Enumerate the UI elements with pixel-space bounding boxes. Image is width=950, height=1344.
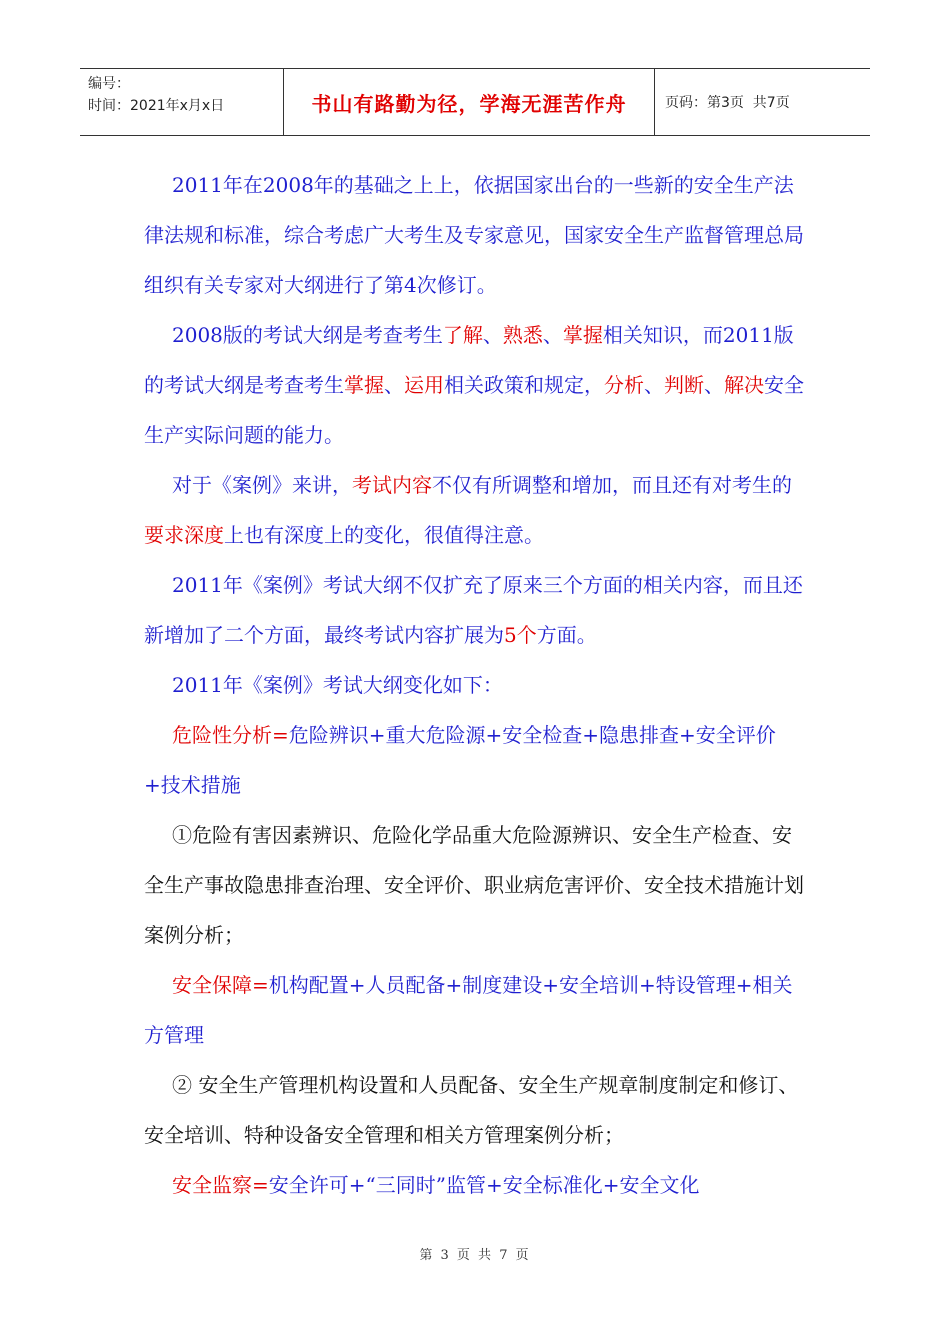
time-label: 时间：2021年x月x日 <box>88 98 225 114</box>
text-run: 危险辨识+重大危险源+安全检查+隐患排查+安全评价+技术措施 <box>144 723 776 797</box>
text-run: 、 <box>644 373 664 397</box>
paragraph-10 <box>144 1160 810 1210</box>
paragraph-6 <box>144 710 810 810</box>
text-run: 相关政策和规定， <box>444 373 604 397</box>
text-run: 方面。 <box>536 623 597 647</box>
text-run: 、 <box>704 373 724 397</box>
section-title: 安全监察= <box>172 1173 269 1197</box>
highlight-run: 5个 <box>504 623 537 647</box>
highlight-run: 掌握 <box>562 323 603 347</box>
text-run: 相关知识，而2011版的考试大纲是考查考生 <box>144 323 794 397</box>
highlight-run: 考试内容 <box>352 473 432 497</box>
highlight-run: 要求深度 <box>144 523 224 547</box>
highlight-run: 掌握 <box>344 373 384 397</box>
header-page-info: 页码：第3页 共7页 <box>665 95 790 111</box>
text-run: 安全许可+“三同时”监管+安全标准化+安全文化 <box>268 1173 700 1197</box>
paragraph-4 <box>144 560 810 660</box>
paragraph-7: ①危险有害因素辨识、危险化学品重大危险源辨识、安全生产检查、安全生产事故隐患排查治理、安全评价、职业病危害评价、安全技术措施计划案例分析； <box>144 823 804 947</box>
text-run: 上也有深度上的变化，很值得注意。 <box>224 523 544 547</box>
text-run: 安全生产实际问题的能力。 <box>144 373 804 447</box>
paragraph-9: ② 安全生产管理机构设置和人员配备、安全生产规章制度制定和修订、安全培训、特种设备安全管理和相关方管理案例分析； <box>144 1073 799 1147</box>
highlight-run: 熟悉 <box>502 323 543 347</box>
paragraph-8 <box>144 960 810 1060</box>
text-run: 2008版的考试大纲是考查考生 <box>172 323 443 347</box>
highlight-run: 运用 <box>404 373 444 397</box>
section-title: 危险性分析= <box>172 723 289 747</box>
highlight-run: 了解 <box>442 323 483 347</box>
header-page-info-cell <box>655 69 870 135</box>
text-run: 、 <box>384 373 404 397</box>
text-run: 对于《案例》来讲， <box>172 473 352 497</box>
document-body <box>144 160 810 1210</box>
paragraph-5: 2011年《案例》考试大纲变化如下： <box>172 673 503 697</box>
text-run: 机构配置+人员配备+制度建设+安全培训+特设管理+相关方管理 <box>144 973 793 1047</box>
paragraph-1: 2011年在2008年的基础之上上，依据国家出台的一些新的安全生产法律法规和标准，综合考虑广大考生及专家意见，国家安全生产监督管理总局组织有关专家对大纲进行了第4次修订。 <box>144 173 804 297</box>
header-meta-cell <box>80 69 284 135</box>
text-run: 不仅有所调整和增加，而且还有对考生的 <box>432 473 792 497</box>
text-run: 、 <box>542 323 563 347</box>
header-table <box>80 68 870 136</box>
section-title: 安全保障= <box>172 973 269 997</box>
text-run: 2011年《案例》考试大纲不仅扩充了原来三个方面的相关内容，而且还新增加了二个方面，最终考试内容扩展为 <box>144 573 803 647</box>
highlight-run: 判断 <box>664 373 704 397</box>
page-footer: 第 3 页 共 7 页 <box>419 1248 531 1263</box>
highlight-run: 解决 <box>724 373 764 397</box>
header-motto: 书山有路勤为径，学海无涯苦作舟 <box>284 69 655 135</box>
highlight-run: 分析 <box>604 373 644 397</box>
text-run: 、 <box>482 323 503 347</box>
paragraph-2 <box>144 310 810 460</box>
number-label: 编号： <box>88 76 130 92</box>
paragraph-3 <box>144 460 810 560</box>
